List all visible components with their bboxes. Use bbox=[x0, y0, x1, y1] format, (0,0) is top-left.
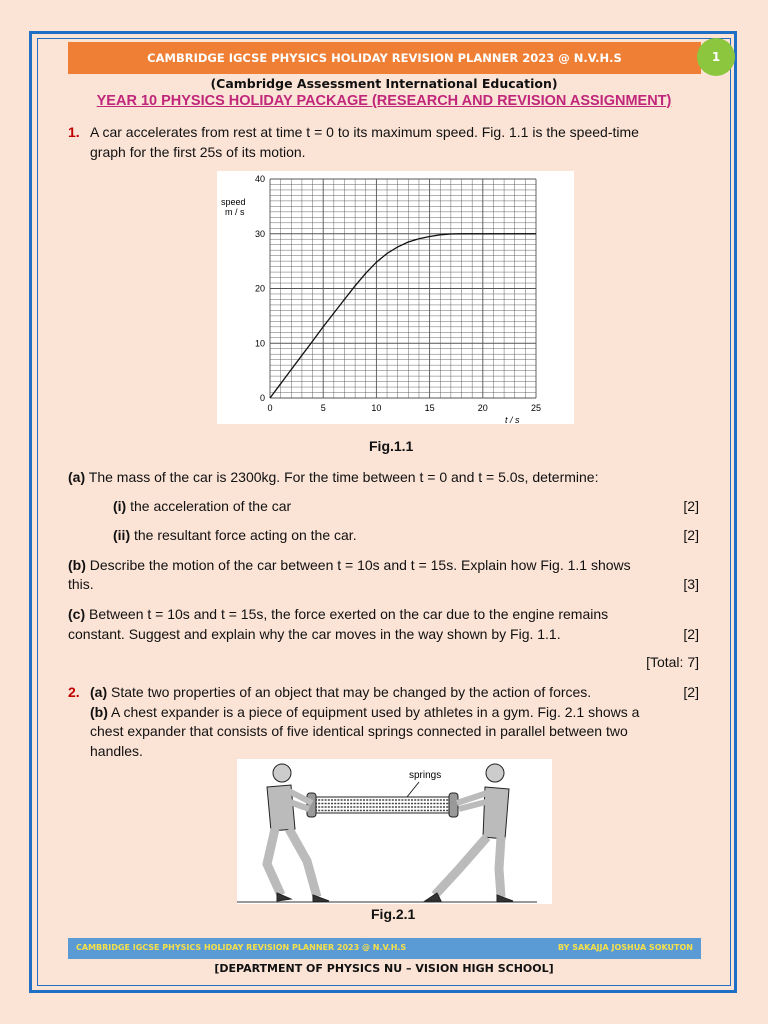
q2a-mark: [2] bbox=[683, 684, 699, 700]
header-bar bbox=[68, 42, 701, 74]
y-tick-label: 30 bbox=[254, 228, 265, 239]
q1b-line1: (b) Describe the motion of the car between t = 10s and t = 15s. Explain how Fig. 1.1 shows bbox=[68, 557, 631, 573]
main-title: YEAR 10 PHYSICS HOLIDAY PACKAGE (RESEARCH AND REVISION ASSIGNMENT) bbox=[96, 93, 672, 109]
chart-grid bbox=[270, 179, 536, 398]
chest-expander-illustration bbox=[237, 759, 552, 904]
q2-number: 2. bbox=[68, 684, 80, 700]
footer-department: [DEPARTMENT OF PHYSICS NU – VISION HIGH SCHOOL] bbox=[214, 962, 554, 975]
q1c-mark: [2] bbox=[683, 626, 699, 642]
page-number-badge bbox=[697, 38, 735, 76]
q1a: (a) The mass of the car is 2300kg. For the time between t = 0 and t = 5.0s, determine: bbox=[68, 469, 599, 485]
q1c-line1: (c) Between t = 10s and t = 15s, the force exerted on the car due to the engine remains bbox=[68, 606, 609, 622]
q1c-line2: constant. Suggest and explain why the car moves in the way shown by Fig. 1.1. bbox=[68, 626, 561, 642]
subtitle: (Cambridge Assessment International Education) bbox=[210, 76, 558, 91]
springs-icon bbox=[307, 793, 458, 817]
y-tick-label: 40 bbox=[254, 174, 265, 184]
q1ai: (i) the acceleration of the car bbox=[113, 498, 292, 514]
footer-right: BY SAKAJJA JOSHUA SOKUTON bbox=[557, 943, 693, 952]
springs-label: springs bbox=[409, 770, 442, 781]
x-tick-label: 15 bbox=[424, 403, 435, 413]
fig1-caption: Fig.1.1 bbox=[369, 438, 414, 454]
q2a: (a) State two properties of an object that may be changed by the action of forces. bbox=[90, 684, 592, 700]
q1-intro-line1: A car accelerates from rest at time t = 0 to its maximum speed. Fig. 1.1 is the speed-time bbox=[90, 124, 639, 140]
q1-number: 1. bbox=[68, 124, 80, 140]
chart-ylabel-line2: m / s bbox=[225, 207, 245, 217]
chart-ylabel-line1: speed bbox=[221, 197, 246, 207]
x-tick-label: 25 bbox=[530, 403, 542, 413]
x-tick-label: 10 bbox=[371, 403, 382, 413]
q1-intro-line2: graph for the first 25s of its motion. bbox=[90, 144, 306, 160]
y-tick-label: 0 bbox=[259, 393, 265, 403]
right-athlete-icon bbox=[425, 764, 513, 902]
fig2-caption: Fig.2.1 bbox=[371, 906, 416, 922]
x-tick-label: 20 bbox=[477, 403, 488, 413]
springs-pointer bbox=[407, 782, 419, 797]
x-tick-label: 5 bbox=[320, 403, 326, 413]
speed-time-graph bbox=[217, 171, 574, 424]
q1-total: [Total: 7] bbox=[646, 654, 699, 670]
q1b-mark: [3] bbox=[683, 576, 699, 592]
chart-xlabel: t / s bbox=[505, 415, 520, 424]
q2b-line3: handles. bbox=[90, 743, 143, 759]
chest-expander-figure bbox=[237, 759, 552, 904]
left-athlete-icon bbox=[267, 764, 329, 902]
footer-left: CAMBRIDGE IGCSE PHYSICS HOLIDAY REVISION PLANNER 2023 @ N.V.H.S bbox=[76, 943, 407, 952]
y-tick-label: 10 bbox=[254, 338, 265, 349]
footer-bar bbox=[68, 938, 701, 959]
header-title: CAMBRIDGE IGCSE PHYSICS HOLIDAY REVISION PLANNER 2023 @ N.V.H.S bbox=[147, 51, 622, 65]
q2b-line2: chest expander that consists of five identical springs connected in parallel between two bbox=[90, 723, 628, 739]
x-tick-label: 0 bbox=[267, 403, 273, 413]
q1aii-mark: [2] bbox=[683, 527, 699, 543]
q1b-line2: this. bbox=[68, 576, 94, 592]
q2b-line1: (b) A chest expander is a piece of equipment used by athletes in a gym. Fig. 2.1 shows a bbox=[90, 704, 640, 720]
speed-time-chart bbox=[217, 171, 574, 424]
y-tick-label: 20 bbox=[254, 283, 265, 294]
page-number: 1 bbox=[711, 50, 721, 64]
chart-ticks bbox=[255, 174, 541, 413]
q1ai-mark: [2] bbox=[683, 498, 699, 514]
q1aii: (ii) the resultant force acting on the car. bbox=[113, 527, 357, 543]
